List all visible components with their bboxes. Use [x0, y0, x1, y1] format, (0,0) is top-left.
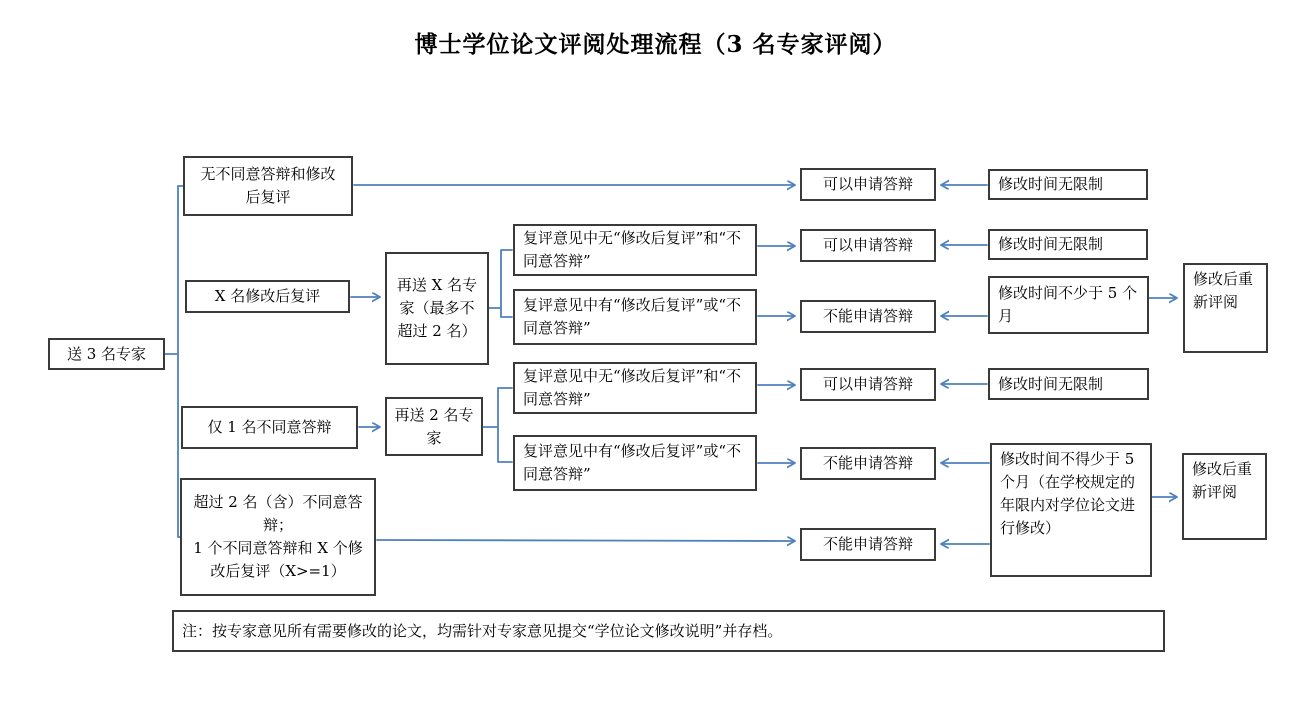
note-box: 注：按专家意见所有需要修改的论文，均需针对专家意见提交“学位论文修改说明”并存档。: [172, 610, 1165, 652]
node-cannot-defend-1: 不能申请答辩: [800, 300, 936, 333]
node-min-5-months: 修改时间不少于 5 个月: [988, 276, 1149, 334]
node-no-time-limit-1: 修改时间无限制: [988, 169, 1148, 200]
node-branch-over-two-disagree: [180, 478, 376, 596]
node-rereview-1: 修改后重新评阅: [1183, 263, 1268, 353]
node-cannot-defend-2: 不能申请答辩: [800, 447, 936, 480]
node-rereview-2: 修改后重新评阅: [1182, 453, 1267, 540]
node-can-defend-2: 可以申请答辩: [800, 229, 936, 262]
node-review-with-terms-2: 复评意见中有“修改后复评”或“不同意答辩”: [513, 435, 757, 491]
branch-over-two-line1: 超过 2 名（含）不同意答辩；: [193, 493, 363, 534]
node-branch-x-revise: X 名修改后复评: [185, 280, 350, 313]
connector-resend2-reviews: [483, 388, 512, 462]
node-start: 送 3 名专家: [48, 338, 165, 370]
node-can-defend-3: 可以申请答辩: [800, 368, 936, 401]
branch-over-two-line2: 1 个不同意答辩和 X 个修改后复评（X>=1）: [193, 539, 363, 580]
connector-resendx-reviews: [489, 250, 512, 317]
page-title: 博士学位论文评阅处理流程（3 名专家评阅）: [414, 31, 897, 58]
node-no-time-limit-2: 修改时间无限制: [988, 229, 1148, 260]
node-no-time-limit-3: 修改时间无限制: [988, 368, 1149, 400]
node-cannot-defend-3: 不能申请答辩: [800, 528, 936, 561]
node-branch-no-disagree: 无不同意答辩和修改 后复评: [183, 156, 353, 216]
node-review-without-terms-2: 复评意见中无“修改后复评”和“不同意答辩”: [513, 362, 757, 414]
arrow-branch4-cannotdefend3: [377, 540, 794, 541]
node-min-5-months-long: 修改时间不得少于 5 个月（在学校规定的年限内对学位论文进行修改）: [990, 443, 1152, 577]
node-resend-x-experts: 再送 X 名专家（最多不超过 2 名）: [385, 252, 489, 365]
node-can-defend-1: 可以申请答辩: [800, 168, 936, 201]
node-branch-one-disagree: 仅 1 名不同意答辩: [181, 406, 358, 449]
node-review-with-terms-1: 复评意见中有“修改后复评”或“不同意答辩”: [513, 289, 757, 345]
node-resend-2-experts: 再送 2 名专家: [385, 397, 483, 456]
node-review-without-terms-1: 复评意见中无“修改后复评”和“不同意答辩”: [513, 224, 757, 276]
